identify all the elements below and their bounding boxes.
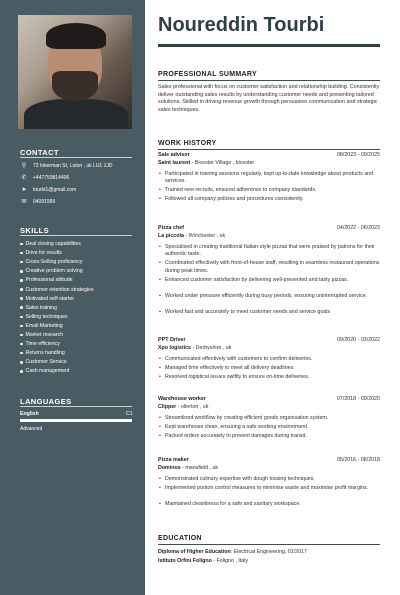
job-bullet-text: Worked fast and accurately to meet customer needs and service goals (165, 309, 331, 316)
bullet-dot-icon (20, 297, 23, 300)
contact-heading: CONTACT (20, 148, 59, 157)
contact-phone-text[interactable]: +447759814406 (33, 174, 70, 181)
skill-label: Professional attitude (25, 277, 73, 284)
job-company-name: Clipper (158, 404, 177, 410)
job-bullet (158, 293, 380, 300)
job-bullet (158, 485, 380, 492)
skill-label: Creative problem solving (25, 268, 83, 275)
job-location: - mansfield , uk (180, 465, 219, 471)
skill-label: Returns handling (25, 350, 65, 357)
contact-email (20, 186, 76, 193)
bullet-dot-icon (20, 270, 23, 273)
job-company-name: Saint laurent (158, 160, 191, 166)
skill-item (20, 323, 63, 329)
bullet-dot-icon: • (159, 484, 161, 491)
job-bullet-text: Enhanced customer satisfaction by delivering well-presented and tasty pizzas. (165, 276, 349, 283)
job-dates: 05/2016 - 08/2018 (336, 457, 380, 463)
job-company-name: La piccola (158, 233, 184, 239)
bullet-dot-icon (20, 261, 23, 264)
job-bullet (158, 433, 380, 440)
education-degree (158, 549, 307, 555)
language-name: English (20, 411, 39, 417)
job-title: Warehouse worker (158, 396, 207, 402)
contact-address-text: 72 Inkerman St, Luton , uk LU1 1JD (33, 162, 113, 169)
skill-item (20, 287, 94, 293)
bullet-dot-icon: • (159, 423, 161, 430)
skill-label: Customer retention strategies (25, 286, 94, 293)
job-location: - Winchester , uk (183, 233, 226, 239)
job-bullet (158, 501, 380, 508)
bullet-dot-icon (20, 288, 23, 291)
summary-text: Sales professional with focus on customer satisfaction and relationship building. Consistently deliver outstanding sales results by understanding customer needs and presenting tailored solutions. Skilled in driving revenue growth through persuasive communication and strategic sales techniques. (158, 84, 380, 113)
work-history-heading: WORK HISTORY (158, 140, 217, 147)
bullet-dot-icon: • (159, 171, 161, 177)
job-company-name: Xpo logistics (158, 345, 191, 351)
job-bullet-text: Managed time effectively to meet all delivery deadlines. (165, 364, 295, 371)
job-bullet (158, 309, 380, 316)
job-dates: 08/2023 - 09/2025 (336, 152, 380, 158)
skill-label: Email Marketing (25, 322, 63, 329)
job-location: - ollerton , uk (176, 404, 209, 410)
job-dates: 07/2018 - 09/2020 (336, 396, 380, 402)
skill-label: Deal closing capabilities (25, 241, 81, 247)
job-bullet (158, 187, 380, 194)
work-history-divider (158, 149, 380, 150)
contact-email-text[interactable]: tourbi1@gmail.com (33, 186, 77, 193)
skill-item (20, 259, 83, 265)
name-underline (158, 44, 380, 47)
contact-address (20, 162, 113, 169)
education-school (158, 558, 248, 564)
skill-item (20, 268, 83, 274)
skill-item (20, 250, 62, 256)
bullet-dot-icon (20, 334, 23, 337)
job-company (158, 404, 208, 410)
skill-item (20, 359, 67, 365)
summary-divider (158, 80, 380, 81)
skill-item (20, 350, 65, 356)
job-title: PPT Driver (158, 337, 186, 343)
job-bullet (158, 244, 380, 259)
language-level: C1 (126, 411, 133, 417)
skill-label: Time efficiency (25, 341, 60, 348)
job-bullet-text: Streamlined workflow by creating efficient goods organisation system. (165, 415, 329, 421)
job-bullet-text: Specialised in creating traditional Italian-style pizzas that were praised by patrons for their authentic taste. (165, 244, 375, 258)
job-bullet-text: Resolved logistical issues swiftly to ensure on-time deliveries. (165, 373, 310, 380)
job-company (158, 160, 254, 166)
summary-heading: PROFESSIONAL SUMMARY (158, 71, 257, 78)
skill-item (20, 314, 68, 320)
skill-item (20, 368, 69, 374)
bullet-dot-icon: • (159, 196, 161, 203)
skill-item (20, 296, 74, 302)
bullet-dot-icon (20, 325, 23, 328)
skill-label: Drive for results (25, 250, 62, 257)
job-bullet-text: Kept warehouse clean, ensuring a safe working environment. (165, 423, 309, 430)
bullet-dot-icon: • (159, 260, 161, 267)
bullet-dot-icon: • (159, 244, 161, 250)
job-bullet (158, 365, 380, 372)
chat-icon: ✉ (21, 199, 27, 205)
bullet-dot-icon: • (159, 364, 161, 371)
bullet-dot-icon (20, 243, 23, 246)
job-bullet-text: Trained new recruits, ensured adherence to company standards. (165, 187, 317, 194)
bullet-dot-icon: • (159, 309, 161, 316)
bullet-dot-icon: • (159, 501, 161, 508)
job-bullet-text: Implemented portion control measures to minimise waste and maximise profit margins. (165, 484, 369, 491)
job-bullet (158, 476, 380, 483)
job-bullet-text: Maintained cleanliness for a safe and sanitary workspace. (165, 501, 301, 508)
job-company-name: Dominos (158, 465, 181, 471)
skills-heading: SKILLS (20, 226, 50, 235)
skill-label: Customer Service (25, 359, 67, 366)
job-bullet-text: Packed orders accurately to prevent damages during transit. (165, 432, 307, 439)
contact-phone (20, 174, 69, 181)
bullet-dot-icon: • (159, 415, 161, 421)
languages-divider (20, 406, 132, 407)
profile-photo (18, 15, 132, 129)
bullet-dot-icon (20, 306, 23, 309)
skill-item (20, 305, 57, 311)
job-title: Pizza chef (158, 225, 185, 231)
education-heading: EDUCATION (158, 535, 202, 542)
education-divider (158, 544, 380, 545)
bullet-dot-icon (20, 252, 23, 255)
education-degree-detail: : Electrical Engineering, 01/2017 (230, 549, 307, 555)
job-location: - Derbyshire , uk (190, 345, 232, 351)
bullet-dot-icon (20, 279, 23, 282)
skill-label: Market research (25, 332, 63, 338)
bullet-dot-icon (20, 343, 23, 346)
skill-item (20, 332, 63, 338)
bullet-dot-icon: • (159, 432, 161, 439)
contact-divider (20, 157, 132, 158)
job-location: - Bicester Village , bicester (190, 160, 255, 166)
job-bullet-text: Followed all company policies and procedures consistently. (165, 196, 304, 203)
job-bullet (158, 424, 380, 431)
education-school-detail: - Foligno , Italy (211, 558, 249, 564)
job-bullet-text: Demonstrated culinary expertise with dough tossing techniques. (165, 476, 315, 482)
job-bullet (158, 260, 380, 275)
bullet-dot-icon: • (159, 187, 161, 194)
education-school-name: Istituto Orfini Foligno (158, 558, 212, 564)
contact-other (20, 198, 55, 205)
job-title: Sale advisor (158, 152, 190, 158)
skill-item (20, 341, 60, 347)
bullet-dot-icon: • (159, 476, 161, 482)
contact-other-text: 04091999 (33, 198, 56, 205)
skill-label: Selling techniques (25, 313, 68, 320)
language-proficiency-fill (20, 419, 132, 422)
skill-label: Cross-Selling proficiency (25, 259, 83, 266)
job-company (158, 345, 231, 351)
skill-label: Motivated self-starter (25, 295, 74, 302)
job-bullet (158, 277, 380, 284)
job-bullet (158, 415, 380, 422)
job-bullet (158, 196, 380, 203)
bullet-dot-icon (20, 361, 23, 364)
bullet-dot-icon: • (159, 276, 161, 283)
candidate-name: Noureddin Tourbi (158, 14, 325, 36)
job-bullet-text: Communicated effectively with customers to confirm deliveries. (165, 356, 313, 362)
phone-icon: ✆ (21, 175, 27, 181)
sidebar (0, 0, 145, 595)
job-bullet (158, 374, 380, 381)
skill-item (20, 277, 73, 283)
skill-item (20, 241, 81, 247)
job-bullet (158, 356, 380, 363)
location-icon: ⚲ (21, 163, 27, 169)
education-degree-name: Diploma of Higher Education (158, 549, 231, 555)
bullet-dot-icon (20, 316, 23, 319)
languages-heading: LANGUAGES (20, 397, 72, 406)
skills-divider (20, 235, 132, 236)
bullet-dot-icon (20, 352, 23, 355)
job-company (158, 233, 225, 239)
bullet-dot-icon: • (159, 356, 161, 362)
job-bullet-text: Participated in training sessions regularly, kept up-to-date knowledge about products and services. (165, 171, 374, 185)
bullet-dot-icon: • (159, 373, 161, 380)
bullet-dot-icon (20, 370, 23, 373)
job-bullet-text: Coordinated effectively with front-of-house staff, resulting in seamless restaurant operations during peak times. (165, 260, 380, 274)
job-title: Pizza maker (158, 457, 189, 463)
language-description: Advanced (20, 426, 43, 432)
skill-label: Sales training (25, 304, 57, 311)
bullet-dot-icon: • (159, 292, 161, 299)
job-dates: 04/2022 - 06/2023 (336, 225, 380, 231)
send-icon: ➤ (21, 187, 27, 193)
job-company (158, 465, 218, 471)
language-proficiency-bar (20, 419, 132, 422)
skill-label: Cash management (25, 368, 70, 375)
job-bullet (158, 171, 380, 186)
job-bullet-text: Worked under pressure efficiently during busy periods, ensuring uninterrupted service. (165, 292, 368, 299)
job-dates: 09/2020 - 03/2022 (336, 337, 380, 343)
